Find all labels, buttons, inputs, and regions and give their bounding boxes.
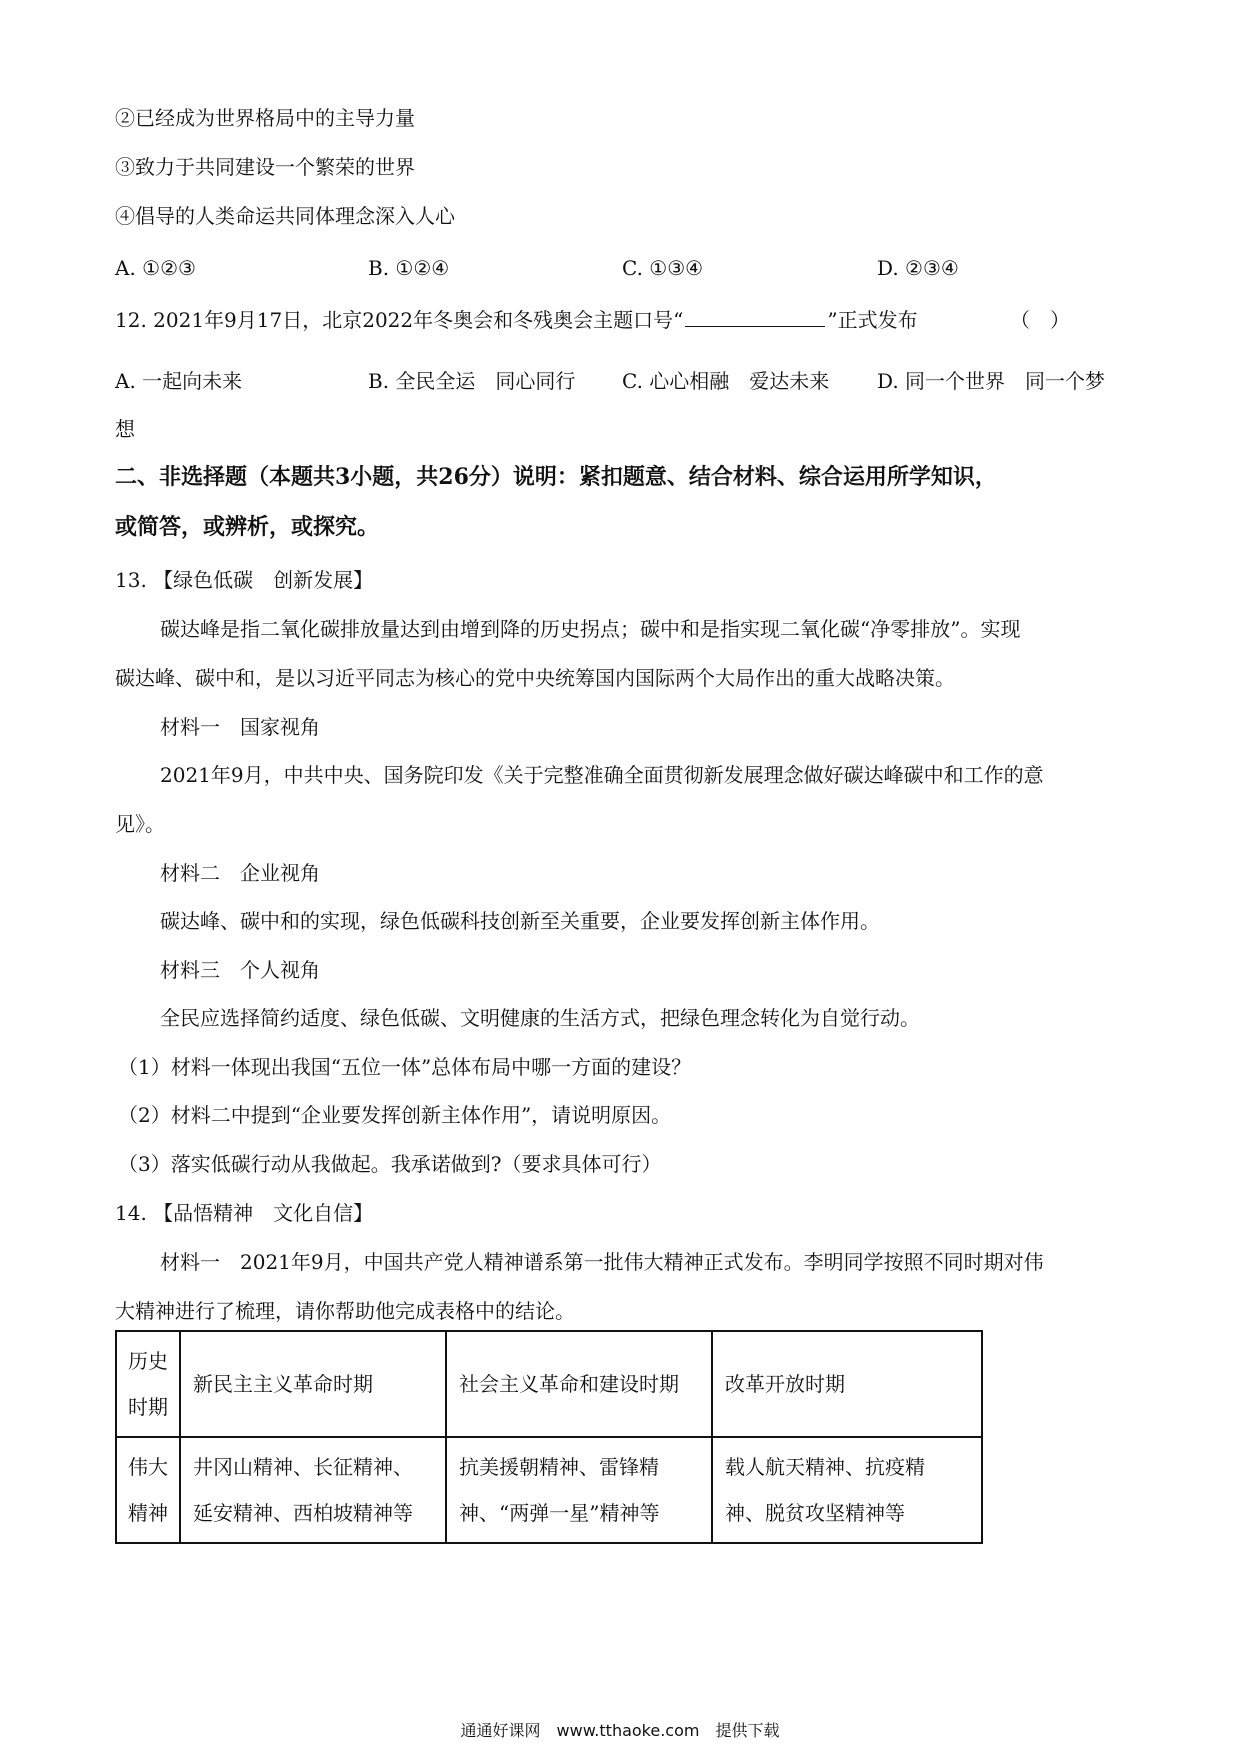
page-footer: 通通好课网 www.tthaoke.com 提供下载 [460,1721,780,1740]
q13-title: 13. 【绿色低碳 创新发展】 [115,568,374,592]
table-cell-period: 改革开放时期 [712,1331,982,1437]
table-row-header-spirit: 伟大 精神 [116,1437,180,1543]
answer-blank [685,308,825,327]
q14-title: 14. 【品悟精神 文化自信】 [115,1201,374,1225]
q12-answer-paren: （ ） [1010,308,1070,332]
q12-stem [115,305,918,335]
table-cell-spirit: 载人航天精神、抗疫精 神、脱贫攻坚精神等 [712,1437,982,1543]
q13-question-2: （2）材料二中提到“企业要发挥创新主体作用”，请说明原因。 [118,1103,672,1127]
table-row [116,1331,982,1437]
table-row-header-period: 历史 时期 [116,1331,180,1437]
spirit-table [115,1330,983,1544]
section-2-heading-line1: 二、非选择题（本题共3小题，共26分）说明：紧扣题意、结合材料、综合运用所学知识， [115,464,997,490]
q11-option-d: D. ②③④ [877,256,959,280]
q13-material-2-text: 碳达峰、碳中和的实现，绿色低碳科技创新至关重要，企业要发挥创新主体作用。 [160,909,880,933]
q12-option-wrap: 想 [115,417,135,441]
q13-material-1-line2: 见》。 [115,812,165,836]
q12-option-d: D. 同一个世界 同一个梦 [877,369,1106,393]
q12-option-b: B. 全民全运 同心同行 [368,369,576,393]
q13-material-3-title: 材料三 个人视角 [160,958,320,982]
q14-material-1-line2: 大精神进行了梳理，请你帮助他完成表格中的结论。 [115,1299,575,1323]
q12-option-c: C. 心心相融 爱达未来 [622,369,830,393]
q13-intro-line2: 碳达峰、碳中和，是以习近平同志为核心的党中央统筹国内国际两个大局作出的重大战略决策。 [115,666,955,690]
q13-material-1-title: 材料一 国家视角 [160,715,320,739]
table-row [116,1437,982,1543]
q13-question-3: （3）落实低碳行动从我做起。我承诺做到?（要求具体可行） [118,1152,662,1176]
section-2-heading-line2: 或简答，或辨析，或探究。 [115,514,380,540]
q11-item-4: ④倡导的人类命运共同体理念深入人心 [115,204,455,228]
table-cell-period: 新民主主义革命时期 [180,1331,446,1437]
q11-option-c: C. ①③④ [622,256,704,280]
q11-item-3: ③致力于共同建设一个繁荣的世界 [115,155,415,179]
q13-intro-line1: 碳达峰是指二氧化碳排放量达到由增到降的历史拐点；碳中和是指实现二氧化碳“净零排放”。实现 [160,617,1021,641]
q11-item-2: ②已经成为世界格局中的主导力量 [115,106,415,130]
table-cell-spirit: 抗美援朝精神、雷锋精 神、“两弹一星”精神等 [446,1437,712,1543]
q13-material-3-text: 全民应选择简约适度、绿色低碳、文明健康的生活方式，把绿色理念转化为自觉行动。 [160,1006,920,1030]
q11-option-b: B. ①②④ [368,256,450,280]
q13-question-1: （1）材料一体现出我国“五位一体”总体布局中哪一方面的建设？ [118,1055,692,1079]
table-cell-period: 社会主义革命和建设时期 [446,1331,712,1437]
q13-material-2-title: 材料二 企业视角 [160,861,320,885]
q12-option-a: A. 一起向未来 [115,369,243,393]
q14-material-1-line1: 材料一 2021年9月，中国共产党人精神谱系第一批伟大精神正式发布。李明同学按照不同时期对伟 [160,1250,1044,1274]
q12-stem-after: ”正式发布 [827,308,918,332]
table-cell-spirit: 井冈山精神、长征精神、 延安精神、西柏坡精神等 [180,1437,446,1543]
q12-stem-before: 12. 2021年9月17日，北京2022年冬奥会和冬残奥会主题口号“ [115,308,684,332]
q13-material-1-line1: 2021年9月，中共中央、国务院印发《关于完整准确全面贯彻新发展理念做好碳达峰碳中和工作的意 [160,763,1044,787]
q11-option-a: A. ①②③ [115,256,196,280]
